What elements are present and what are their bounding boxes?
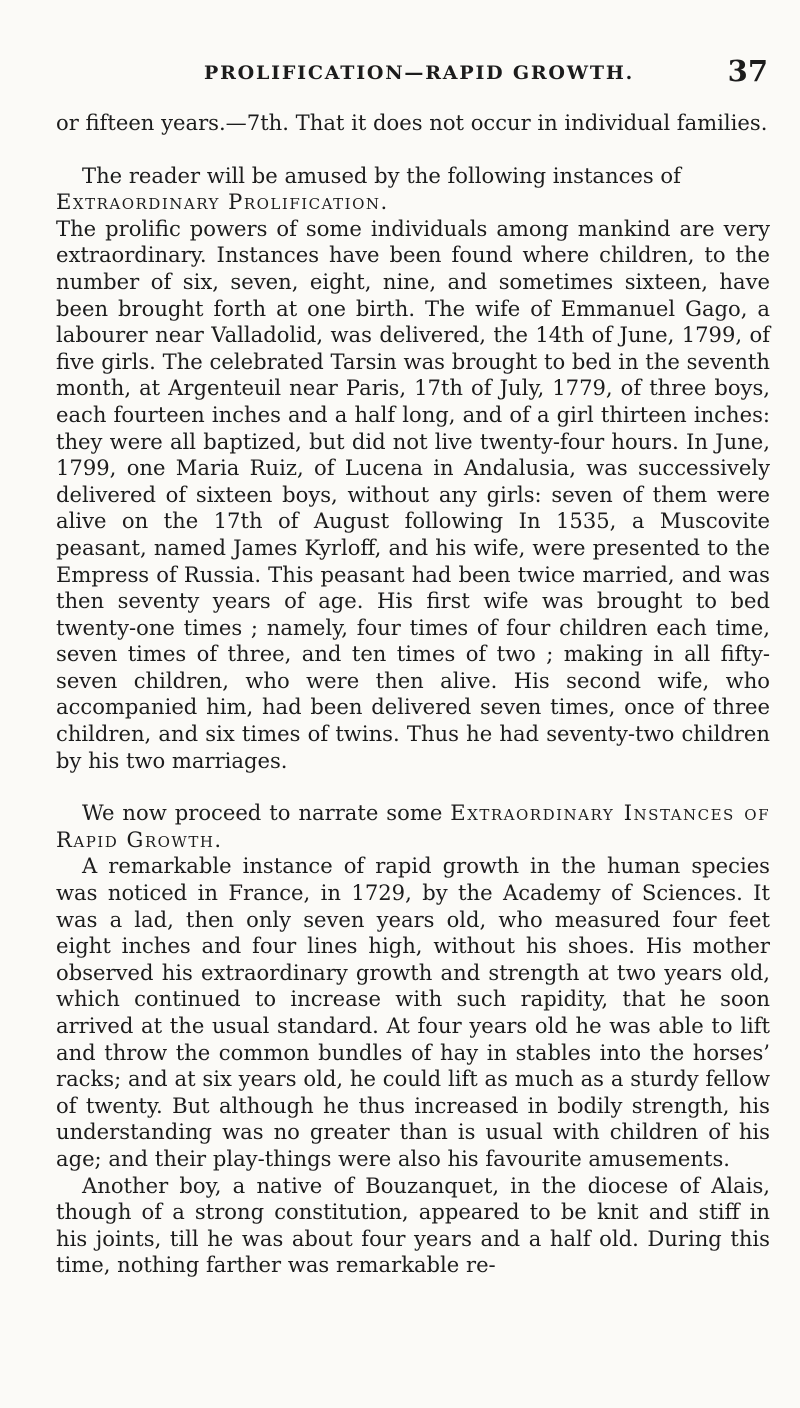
paragraph-prolification (56, 163, 770, 775)
paragraph-lead: The reader will be amused by the following instances of (82, 162, 681, 188)
page-header (56, 54, 770, 90)
paragraph-academy-lad: A remarkable instance of rapid growth in the human species was noticed in France, in 1729, by the Academy of Sciences. It was a lad, then only seven years old, who measured four feet eight inches and four lines high, without his shoes. His mother observed his extraordinary growth and strength at two years old, which continued to increase with such rapidity, that he soon arrived at the usual standard. At four years old he was able to lift and throw the common bundles of hay in stables into the horses’ racks; and at six years old, he could lift as much as a sturdy fellow of twenty. But although he thus increased in bodily strength, his understanding was no greater than is usual with children of his age; and their play-things were also his favourite amusements. (56, 853, 770, 1171)
running-head: PROLIFICATION—RAPID GROWTH. (204, 62, 635, 84)
paragraph-continuation: or fifteen years.—7th. That it does not occur in individual families. (56, 110, 768, 135)
book-page (56, 54, 770, 1279)
section-heading-prolification: Extraordinary Prolification. (56, 189, 389, 215)
paragraph-body: The prolific powers of some individuals among mankind are very extraordinary. Instances have been found where children, to the number of six, seven, eight, nine, and sometimes sixteen, have been brought forth at one birth. The wife of Emmanuel Gago, a labourer near Valladolid, was delivered, the 14th of June, 1799, of five girls. The celebrated Tarsin was brought to bed in the seventh month, at Argenteuil near Paris, 17th of July, 1779, of three boys, each fourteen inches and a half long, and of a girl thirteen inches: they were all baptized, but did not live twenty-four hours. In June, 1799, one Maria Ruiz, of Lucena in Andalusia, was successively delivered of sixteen boys, without any girls: seven of them were alive on the 17th of August following In 1535, a Muscovite peasant, named James Kyrloff, and his wife, were presented to the Empress of Russia. This peasant had been twice married, and was then seventy years of age. His first wife was brought to bed twenty-one times ; namely, four times of four children each time, seven times of three, and ten times of two ; making in all fifty-seven children, who were then alive. His second wife, who accompanied him, had been delivered seven times, once of three children, and six times of twins. Thus he had seventy-two children by his two marriages. (56, 215, 770, 773)
paragraph-lead: We now proceed to narrate some (82, 800, 443, 826)
paragraph-rapid-growth-intro (56, 800, 770, 853)
paragraph-bouzanquet-boy: Another boy, a native of Bouzanquet, in the diocese of Alais, though of a strong constitution, appeared to be knit and stiff in his joints, till he was about four years and a half old. During this time, nothing farther was remarkable re- (56, 1172, 770, 1278)
page-number: 37 (727, 54, 768, 88)
section-heading-rapid-growth: Extraordinary Instances of Rapid Growth. (56, 800, 770, 852)
